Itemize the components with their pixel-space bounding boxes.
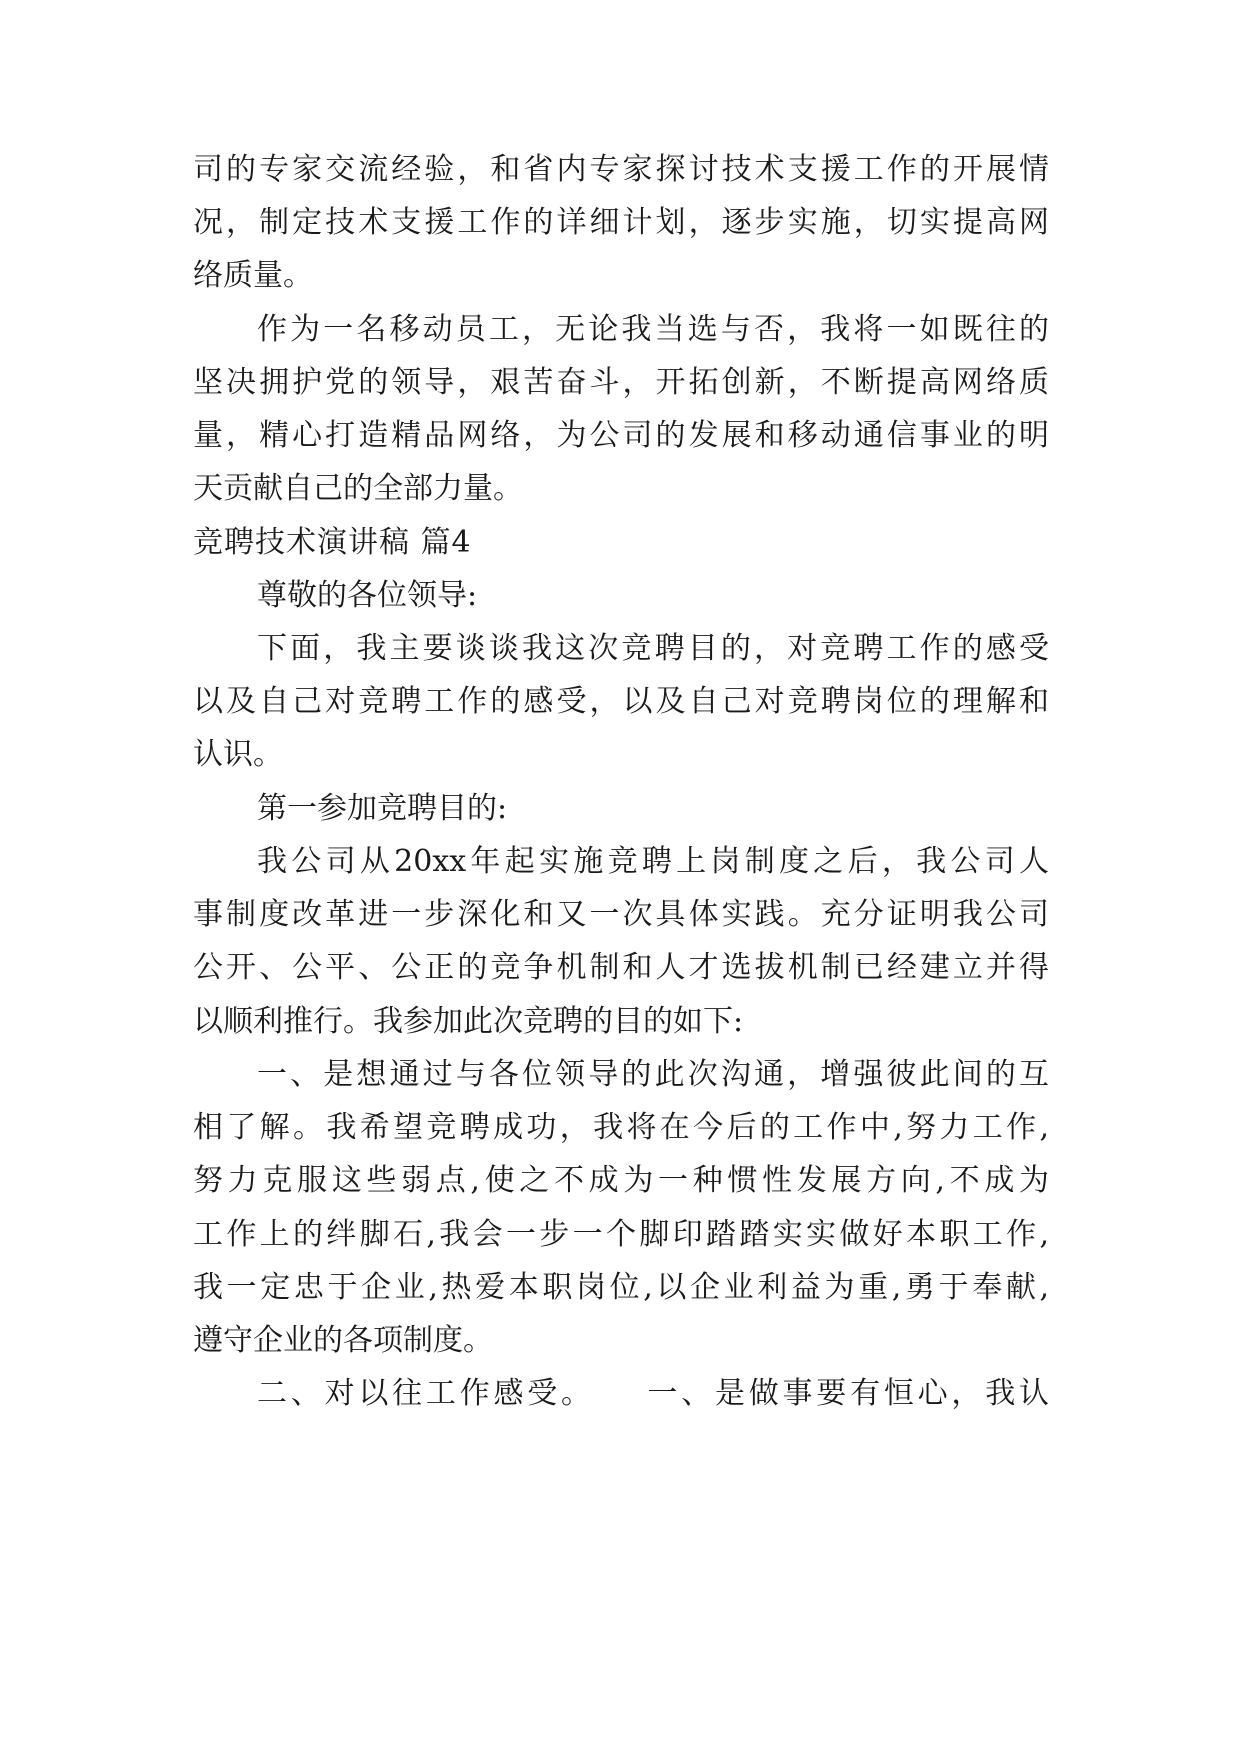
- body-text-line: 况，制定技术支援工作的详细计划，逐步实施，切实提高网: [193, 205, 1049, 240]
- body-text-line: 工作上的绊脚石,我会一步一个脚印踏踏实实做好本职工作,: [193, 1217, 1049, 1252]
- body-text-line: 我一定忠于企业,热爱本职岗位,以企业利益为重,勇于奉献,: [193, 1270, 1049, 1305]
- body-text-line: 以及自己对竞聘工作的感受，以及自己对竞聘岗位的理解和: [193, 684, 1049, 719]
- salutation: 尊敬的各位领导:: [257, 578, 478, 613]
- body-text-line: 络质量。: [193, 258, 313, 293]
- body-text-line: 以顺利推行。我参加此次竞聘的目的如下:: [193, 1004, 744, 1039]
- body-text-line: 我公司从20xx年起实施竞聘上岗制度之后，我公司人: [257, 844, 1049, 879]
- body-text-line: 事制度改革进一步深化和又一次具体实践。充分证明我公司: [193, 897, 1049, 932]
- body-text-line: 一、是想通过与各位领导的此次沟通，增强彼此间的互: [257, 1057, 1049, 1092]
- body-text-line: 遵守企业的各项制度。: [193, 1323, 493, 1358]
- body-text-line: 相了解。我希望竞聘成功，我将在今后的工作中,努力工作,: [193, 1110, 1049, 1145]
- body-text-line: 公开、公平、公正的竞争机制和人才选拔机制已经建立并得: [193, 950, 1049, 985]
- body-text-line: 坚决拥护党的领导，艰苦奋斗，开拓创新，不断提高网络质: [193, 365, 1049, 400]
- body-text-line: 量，精心打造精品网络，为公司的发展和移动通信事业的明: [193, 418, 1049, 453]
- body-text-line: 认识。: [193, 737, 283, 772]
- body-text-line: 司的专家交流经验，和省内专家探讨技术支援工作的开展情: [193, 152, 1049, 187]
- body-text-line: 作为一名移动员工，无论我当选与否，我将一如既往的: [257, 312, 1049, 347]
- body-text-line: 努力克服这些弱点,使之不成为一种惯性发展方向,不成为: [193, 1163, 1049, 1198]
- section-heading: 竞聘技术演讲稿 篇4: [193, 525, 472, 560]
- body-text-line: 下面，我主要谈谈我这次竞聘目的，对竞聘工作的感受: [257, 631, 1049, 666]
- body-text-line: 二、对以往工作感受。 一、是做事要有恒心，我认: [257, 1376, 1049, 1411]
- body-text-line: 天贡献自己的全部力量。: [193, 471, 523, 506]
- subheading: 第一参加竞聘目的:: [257, 791, 508, 826]
